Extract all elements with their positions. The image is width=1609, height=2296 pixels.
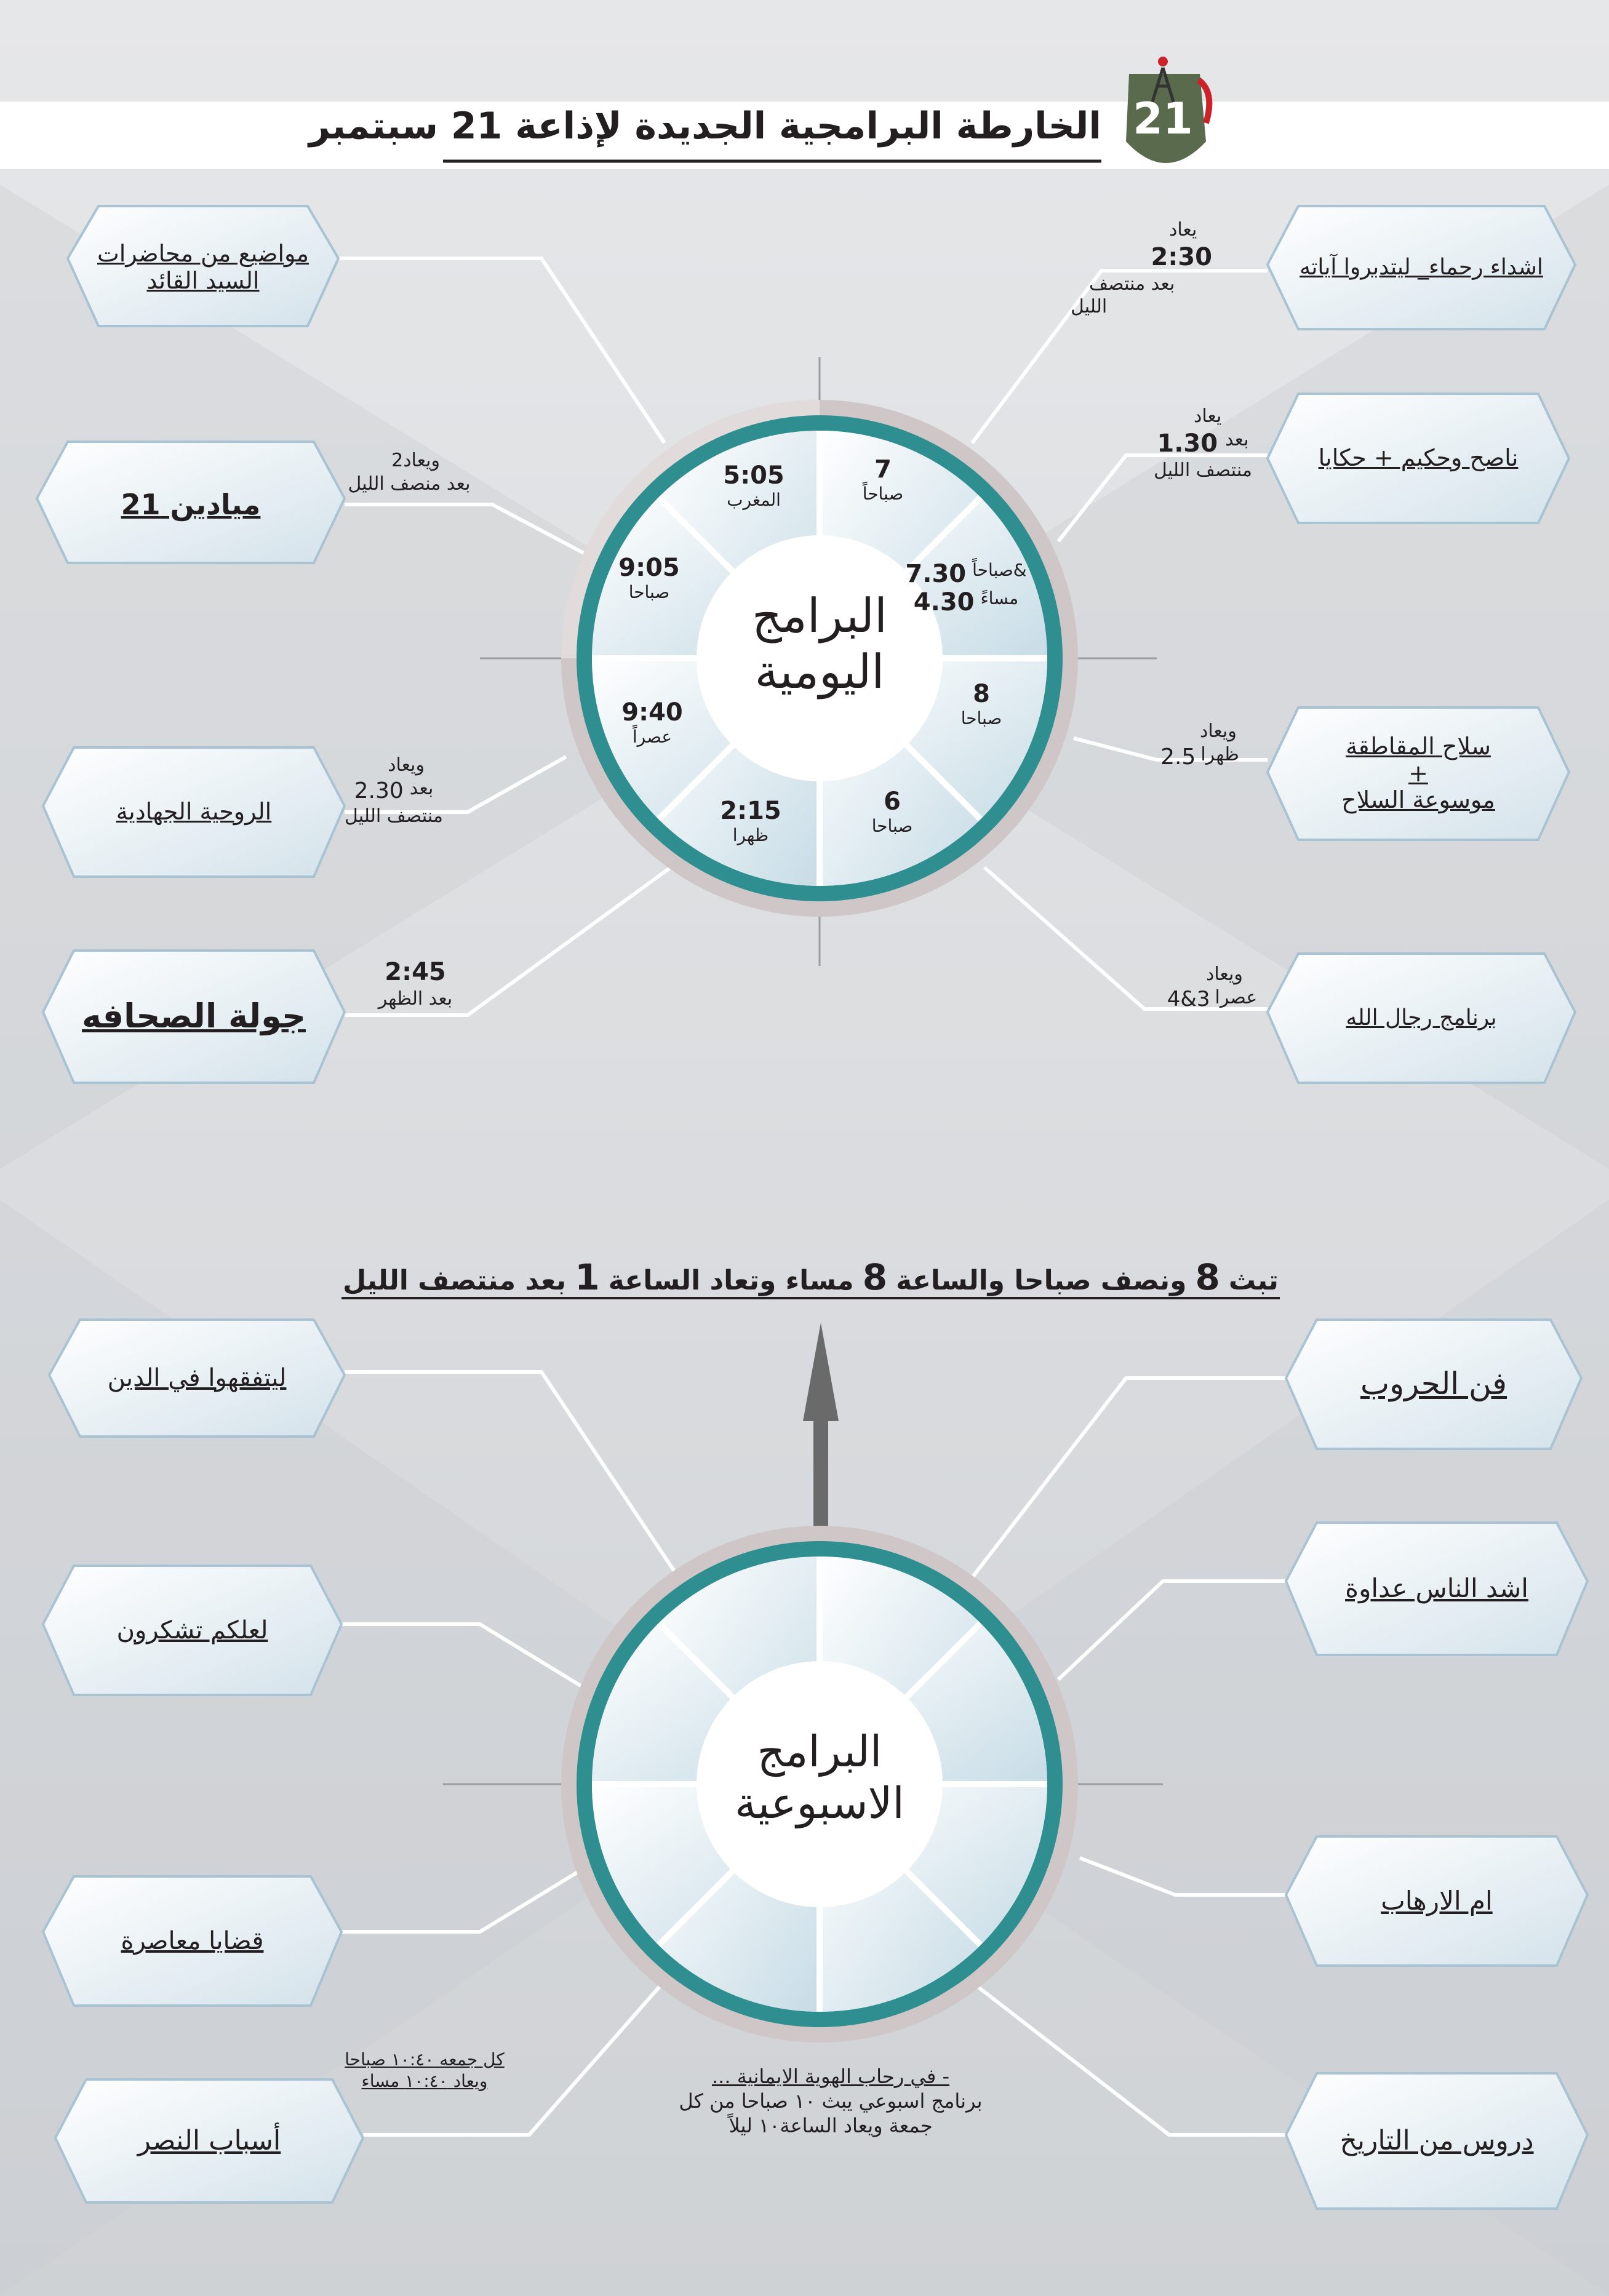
note-identity-line2: برنامج اسبوعي يبث ١٠ صباحا من كل xyxy=(679,2089,983,2113)
broadcast-mid: ونصف صباحا والساعة xyxy=(896,1265,1187,1296)
note-rijal: ويعاد 4&3 عصرا xyxy=(1167,963,1258,1011)
daily-center-line1: البرامج xyxy=(751,588,888,643)
note-ashidda: يعاد 2:30 بعد منتصف الليل xyxy=(1071,219,1212,317)
segment-6: 6 صباحا xyxy=(871,787,913,836)
note-weapons: ويعاد 2.5 ظهرا xyxy=(1160,720,1239,770)
program-history: دروس من التاريخ xyxy=(1340,2124,1534,2156)
program-weapons xyxy=(1268,714,1569,834)
broadcast-suffix: بعد منتصف الليل xyxy=(343,1265,567,1296)
program-lectures xyxy=(68,212,338,323)
program-art-of-war: فن الحروب xyxy=(1360,1366,1507,1402)
note-identity-line1: - في رحاب الهوية الايمانية ... xyxy=(712,2065,949,2088)
note-mayadeen: ويعاد2 بعد منصف الليل xyxy=(348,450,471,495)
program-jihad-spirit: الروحية الجهادية xyxy=(116,798,272,826)
broadcast-mid2: مساء وتعاد الساعة xyxy=(608,1265,854,1296)
broadcast-n1: 8 xyxy=(1195,1256,1220,1298)
note-press: 2:45 بعد الظهر xyxy=(378,958,453,1010)
note-victory-line1: كل جمعه ١٠:٤٠ صباحا xyxy=(345,2049,505,2070)
weekly-center-label xyxy=(697,1726,943,1829)
broadcast-n2: 8 xyxy=(862,1256,888,1298)
note-victory xyxy=(320,2049,529,2092)
segment-215: 2:15 ظهرا xyxy=(720,797,781,845)
broadcast-schedule-line xyxy=(341,1255,1280,1300)
program-fiqh: ليتفقهوا في الدين xyxy=(107,1364,287,1392)
page-title: الخارطة البرامجية الجديدة لإذاعة 21 سبتمبر xyxy=(308,105,1101,148)
program-lectures-line2: السيد القائد xyxy=(146,267,260,294)
segment-905: 9:05 صباحا xyxy=(618,554,680,602)
note-jihad: ويعاد 2.30 بعد منتصف الليل xyxy=(345,754,443,827)
program-contemporary: قضايا معاصرة xyxy=(121,1927,264,1955)
program-weapons-line1: سلاح المقاطقة xyxy=(1346,732,1491,760)
segment-940: 9:40 عصراً xyxy=(621,698,683,747)
segment-7: 7 صباحاً xyxy=(862,455,904,504)
program-mayadeen: ميادين 21 xyxy=(121,487,261,521)
program-rijal-allah: برنامج رجال الله xyxy=(1346,1005,1497,1031)
note-identity-line3: جمعة ويعاد الساعة١٠ ليلاً xyxy=(729,2114,933,2137)
daily-center-line2: اليومية xyxy=(754,644,885,700)
program-enmity: اشد الناس عداوة xyxy=(1345,1573,1528,1604)
program-weapons-line2: + xyxy=(1408,759,1428,787)
program-press-tour: جولة الصحافه xyxy=(82,997,306,1036)
program-lectures-line1: مواضيع من محاضرات xyxy=(97,240,309,268)
weekly-center-line1: البرامج xyxy=(757,1726,882,1777)
program-terror: ام الارهاب xyxy=(1381,1885,1493,1916)
program-weapons-line3: موسوعة السلاح xyxy=(1341,786,1495,814)
broadcast-n3: 1 xyxy=(575,1256,600,1298)
note-victory-line2: ويعاد ١٠:٤٠ مساء xyxy=(361,2071,488,2091)
program-victory: أسباب النصر xyxy=(137,2124,281,2156)
program-gratitude: لعلكم تشكرون xyxy=(116,1616,268,1644)
segment-505: 5:05 المغرب xyxy=(723,461,785,510)
program-naseh: ناصح وحكيم + حكايا xyxy=(1318,444,1519,472)
program-ashidda: اشداء رحماء_ ليتدبروا آياته xyxy=(1300,255,1543,281)
note-identity xyxy=(652,2064,1009,2138)
weekly-center-line2: الاسبوعية xyxy=(735,1778,904,1828)
segment-730: 7.30 صباحاً& 4.30 مساءً xyxy=(905,560,1027,616)
note-naseh: يعاد 1.30 بعد منتصف الليل xyxy=(1154,405,1252,481)
segment-8: 8 صباحا xyxy=(960,680,1002,728)
logo-number: 21 xyxy=(1133,94,1193,144)
broadcast-prefix: تبث xyxy=(1228,1265,1279,1296)
